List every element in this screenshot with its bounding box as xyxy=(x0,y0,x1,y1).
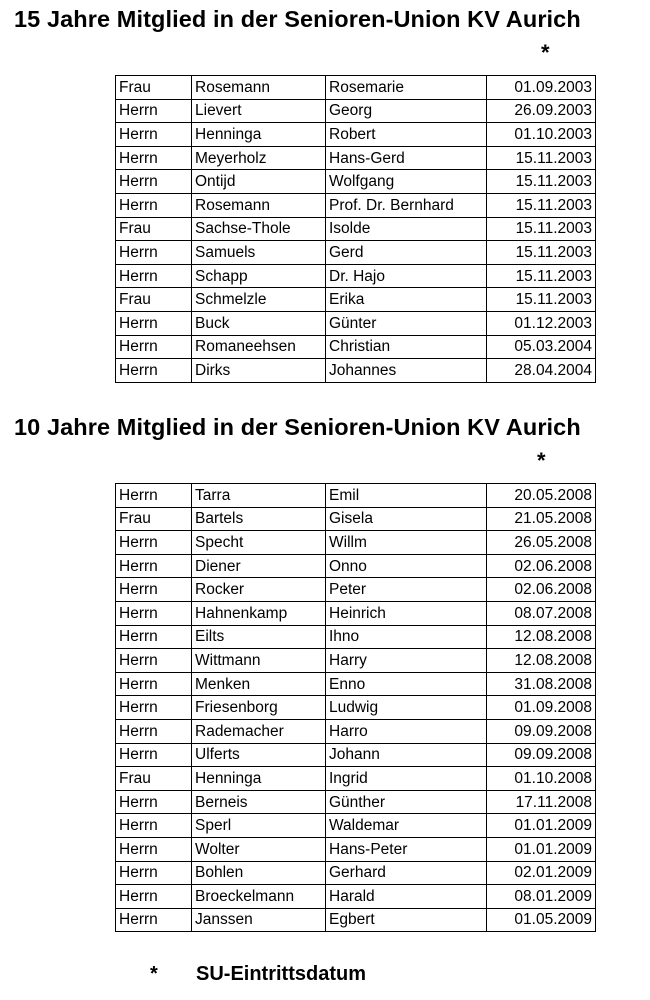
entry-date-marker: * xyxy=(537,448,546,473)
table-row xyxy=(116,288,596,312)
first-name-cell: Günther xyxy=(326,790,487,814)
entry-date-cell: 01.05.2009 xyxy=(487,908,596,932)
last-name-cell: Henninga xyxy=(192,123,326,147)
salutation-cell: Herrn xyxy=(116,531,192,555)
entry-date-cell: 12.08.2008 xyxy=(487,625,596,649)
salutation-cell: Herrn xyxy=(116,908,192,932)
first-name-cell: Gisela xyxy=(326,507,487,531)
salutation-cell: Herrn xyxy=(116,99,192,123)
salutation-cell: Herrn xyxy=(116,146,192,170)
entry-date-cell: 15.11.2003 xyxy=(487,241,596,265)
first-name-cell: Johann xyxy=(326,743,487,767)
last-name-cell: Wittmann xyxy=(192,649,326,673)
first-name-cell: Egbert xyxy=(326,908,487,932)
entry-date-cell: 02.01.2009 xyxy=(487,861,596,885)
last-name-cell: Rosemann xyxy=(192,76,326,100)
last-name-cell: Dirks xyxy=(192,359,326,383)
entry-date-cell: 02.06.2008 xyxy=(487,578,596,602)
last-name-cell: Wolter xyxy=(192,837,326,861)
last-name-cell: Henninga xyxy=(192,767,326,791)
salutation-cell: Frau xyxy=(116,217,192,241)
last-name-cell: Diener xyxy=(192,554,326,578)
entry-date-cell: 01.10.2003 xyxy=(487,123,596,147)
table-row xyxy=(116,837,596,861)
first-name-cell: Johannes xyxy=(326,359,487,383)
last-name-cell: Samuels xyxy=(192,241,326,265)
salutation-cell: Herrn xyxy=(116,861,192,885)
table-row xyxy=(116,908,596,932)
last-name-cell: Lievert xyxy=(192,99,326,123)
last-name-cell: Sperl xyxy=(192,814,326,838)
salutation-cell: Frau xyxy=(116,767,192,791)
table-row xyxy=(116,217,596,241)
last-name-cell: Ontijd xyxy=(192,170,326,194)
last-name-cell: Menken xyxy=(192,672,326,696)
first-name-cell: Gerd xyxy=(326,241,487,265)
first-name-cell: Waldemar xyxy=(326,814,487,838)
first-name-cell: Harro xyxy=(326,719,487,743)
first-name-cell: Ludwig xyxy=(326,696,487,720)
entry-date-cell: 01.10.2008 xyxy=(487,767,596,791)
last-name-cell: Broeckelmann xyxy=(192,885,326,909)
salutation-cell: Herrn xyxy=(116,885,192,909)
table-row xyxy=(116,531,596,555)
entry-date-cell: 01.12.2003 xyxy=(487,311,596,335)
entry-date-cell: 26.09.2003 xyxy=(487,99,596,123)
table-row xyxy=(116,311,596,335)
last-name-cell: Rademacher xyxy=(192,719,326,743)
first-name-cell: Ihno xyxy=(326,625,487,649)
table-row xyxy=(116,146,596,170)
salutation-cell: Frau xyxy=(116,76,192,100)
salutation-cell: Herrn xyxy=(116,578,192,602)
first-name-cell: Robert xyxy=(326,123,487,147)
entry-date-cell: 01.09.2008 xyxy=(487,696,596,720)
entry-date-cell: 15.11.2003 xyxy=(487,288,596,312)
table-row xyxy=(116,76,596,100)
first-name-cell: Günter xyxy=(326,311,487,335)
table-row xyxy=(116,696,596,720)
first-name-cell: Prof. Dr. Bernhard xyxy=(326,193,487,217)
entry-date-cell: 15.11.2003 xyxy=(487,170,596,194)
table-row xyxy=(116,861,596,885)
entry-date-cell: 20.05.2008 xyxy=(487,484,596,508)
entry-date-cell: 21.05.2008 xyxy=(487,507,596,531)
salutation-cell: Frau xyxy=(116,288,192,312)
salutation-cell: Herrn xyxy=(116,743,192,767)
last-name-cell: Bartels xyxy=(192,507,326,531)
last-name-cell: Romaneehsen xyxy=(192,335,326,359)
table-row xyxy=(116,601,596,625)
first-name-cell: Wolfgang xyxy=(326,170,487,194)
salutation-cell: Herrn xyxy=(116,672,192,696)
first-name-cell: Ingrid xyxy=(326,767,487,791)
table-row xyxy=(116,790,596,814)
salutation-cell: Herrn xyxy=(116,170,192,194)
table-row xyxy=(116,625,596,649)
table-row xyxy=(116,649,596,673)
first-name-cell: Enno xyxy=(326,672,487,696)
members-15-years-table xyxy=(115,75,596,383)
first-name-cell: Dr. Hajo xyxy=(326,264,487,288)
salutation-cell: Herrn xyxy=(116,311,192,335)
entry-date-cell: 01.01.2009 xyxy=(487,814,596,838)
salutation-cell: Herrn xyxy=(116,193,192,217)
section-15-title: 15 Jahre Mitglied in der Senioren-Union KV Aurich xyxy=(14,6,581,32)
entry-date-cell: 26.05.2008 xyxy=(487,531,596,555)
table-row xyxy=(116,814,596,838)
salutation-cell: Herrn xyxy=(116,649,192,673)
table-row xyxy=(116,335,596,359)
last-name-cell: Sachse-Thole xyxy=(192,217,326,241)
last-name-cell: Berneis xyxy=(192,790,326,814)
entry-date-cell: 08.01.2009 xyxy=(487,885,596,909)
table-row xyxy=(116,99,596,123)
section-10-title: 10 Jahre Mitglied in der Senioren-Union KV Aurich xyxy=(14,414,581,440)
last-name-cell: Specht xyxy=(192,531,326,555)
salutation-cell: Herrn xyxy=(116,264,192,288)
first-name-cell: Christian xyxy=(326,335,487,359)
salutation-cell: Herrn xyxy=(116,359,192,383)
salutation-cell: Herrn xyxy=(116,123,192,147)
last-name-cell: Ulferts xyxy=(192,743,326,767)
salutation-cell: Herrn xyxy=(116,484,192,508)
last-name-cell: Eilts xyxy=(192,625,326,649)
first-name-cell: Emil xyxy=(326,484,487,508)
last-name-cell: Schapp xyxy=(192,264,326,288)
table-row xyxy=(116,554,596,578)
last-name-cell: Buck xyxy=(192,311,326,335)
last-name-cell: Rocker xyxy=(192,578,326,602)
entry-date-cell: 15.11.2003 xyxy=(487,264,596,288)
table-row xyxy=(116,743,596,767)
entry-date-cell: 15.11.2003 xyxy=(487,146,596,170)
first-name-cell: Rosemarie xyxy=(326,76,487,100)
entry-date-cell: 01.09.2003 xyxy=(487,76,596,100)
footnote-marker: * xyxy=(150,963,158,985)
first-name-cell: Heinrich xyxy=(326,601,487,625)
entry-date-cell: 09.09.2008 xyxy=(487,743,596,767)
last-name-cell: Hahnenkamp xyxy=(192,601,326,625)
entry-date-cell: 15.11.2003 xyxy=(487,193,596,217)
table-row xyxy=(116,170,596,194)
last-name-cell: Rosemann xyxy=(192,193,326,217)
entry-date-cell: 15.11.2003 xyxy=(487,217,596,241)
table-row xyxy=(116,767,596,791)
salutation-cell: Herrn xyxy=(116,554,192,578)
entry-date-cell: 31.08.2008 xyxy=(487,672,596,696)
salutation-cell: Herrn xyxy=(116,696,192,720)
last-name-cell: Janssen xyxy=(192,908,326,932)
table-row xyxy=(116,484,596,508)
members-10-years-table xyxy=(115,483,596,932)
salutation-cell: Herrn xyxy=(116,790,192,814)
last-name-cell: Schmelzle xyxy=(192,288,326,312)
salutation-cell: Herrn xyxy=(116,241,192,265)
salutation-cell: Herrn xyxy=(116,625,192,649)
table-row xyxy=(116,719,596,743)
table-row xyxy=(116,359,596,383)
entry-date-cell: 09.09.2008 xyxy=(487,719,596,743)
first-name-cell: Isolde xyxy=(326,217,487,241)
first-name-cell: Hans-Peter xyxy=(326,837,487,861)
first-name-cell: Hans-Gerd xyxy=(326,146,487,170)
salutation-cell: Herrn xyxy=(116,814,192,838)
entry-date-cell: 28.04.2004 xyxy=(487,359,596,383)
last-name-cell: Bohlen xyxy=(192,861,326,885)
salutation-cell: Herrn xyxy=(116,719,192,743)
footnote-text: SU-Eintrittsdatum xyxy=(196,963,366,985)
entry-date-cell: 08.07.2008 xyxy=(487,601,596,625)
table-row xyxy=(116,578,596,602)
entry-date-marker: * xyxy=(541,40,550,65)
first-name-cell: Peter xyxy=(326,578,487,602)
first-name-cell: Erika xyxy=(326,288,487,312)
first-name-cell: Onno xyxy=(326,554,487,578)
first-name-cell: Harald xyxy=(326,885,487,909)
salutation-cell: Herrn xyxy=(116,837,192,861)
entry-date-cell: 02.06.2008 xyxy=(487,554,596,578)
first-name-cell: Harry xyxy=(326,649,487,673)
salutation-cell: Frau xyxy=(116,507,192,531)
table-row xyxy=(116,193,596,217)
table-row xyxy=(116,264,596,288)
salutation-cell: Herrn xyxy=(116,335,192,359)
entry-date-cell: 17.11.2008 xyxy=(487,790,596,814)
table-row xyxy=(116,885,596,909)
last-name-cell: Meyerholz xyxy=(192,146,326,170)
salutation-cell: Herrn xyxy=(116,601,192,625)
first-name-cell: Willm xyxy=(326,531,487,555)
table-row xyxy=(116,507,596,531)
first-name-cell: Georg xyxy=(326,99,487,123)
last-name-cell: Friesenborg xyxy=(192,696,326,720)
first-name-cell: Gerhard xyxy=(326,861,487,885)
entry-date-cell: 05.03.2004 xyxy=(487,335,596,359)
table-row xyxy=(116,241,596,265)
entry-date-cell: 01.01.2009 xyxy=(487,837,596,861)
footnote xyxy=(150,963,366,986)
entry-date-cell: 12.08.2008 xyxy=(487,649,596,673)
table-row xyxy=(116,123,596,147)
table-row xyxy=(116,672,596,696)
last-name-cell: Tarra xyxy=(192,484,326,508)
